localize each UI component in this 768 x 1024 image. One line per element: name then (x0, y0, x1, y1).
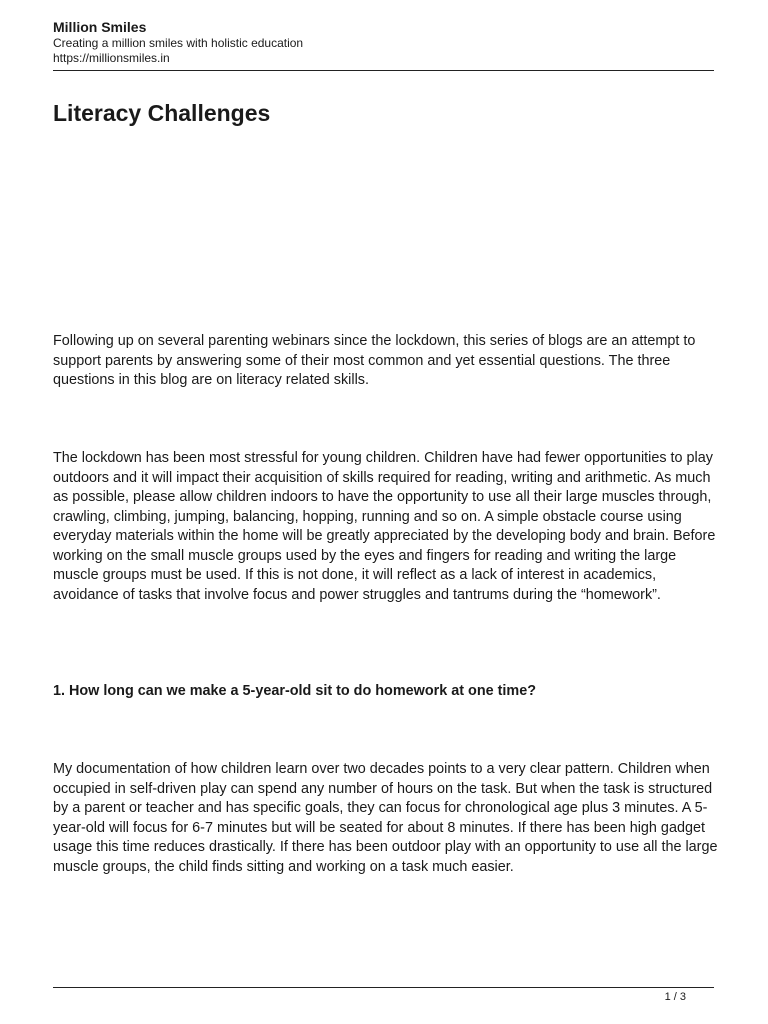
intro-paragraph: Following up on several parenting webinars since the lockdown, this series of blogs are an attempt to support parents by answering some of their most common and yet essential questions. The three questions in this blog are on literacy related skills. (53, 333, 696, 388)
footer-divider (53, 987, 714, 988)
answer-paragraph: My documentation of how children learn over two decades points to a very clear pattern. Children when occupied in self-driven play can spend any number of hours on the task. But when the task is structured by a parent or teacher and has specific goals, they can focus for chronological age plus 3 minutes. A 5- year-old will focus for 6-7 minutes but will be seated for about 8 minutes. If there has been high gadget usage this time reduces drastically. If there has been outdoor play with an opportunity to use all the large muscle groups, the child finds sitting and working on a task much easier. (53, 761, 718, 875)
site-name: Million Smiles (53, 19, 147, 35)
site-tagline: Creating a million smiles with holistic education (53, 36, 304, 50)
page-header (53, 18, 714, 71)
article-title: Literacy Challenges (53, 100, 271, 126)
page-number: 1 / 3 (664, 991, 686, 1003)
lockdown-paragraph: The lockdown has been most stressful for young children. Children have had fewer opportunities to play outdoors and it will impact their acquisition of skills required for reading, writing and arithmetic. As much as possible, please allow children indoors to have the opportunity to use all their large muscles through, crawling, climbing, jumping, balancing, hopping, running and so on. A simple obstacle course using everyday materials within the home will be greatly appreciated by the developing body and brain. Before working on the small muscle groups used by the eyes and fingers for reading and writing the large muscle groups must be used. If this is not done, it will reflect as a lack of interest in academics, avoidance of tasks that involve focus and power struggles and tantrums during the “homework”. (53, 450, 716, 603)
site-url-link[interactable]: https://millionsmiles.in (53, 51, 170, 65)
question-heading: 1. How long can we make a 5-year-old sit to do homework at one time? (53, 683, 536, 699)
